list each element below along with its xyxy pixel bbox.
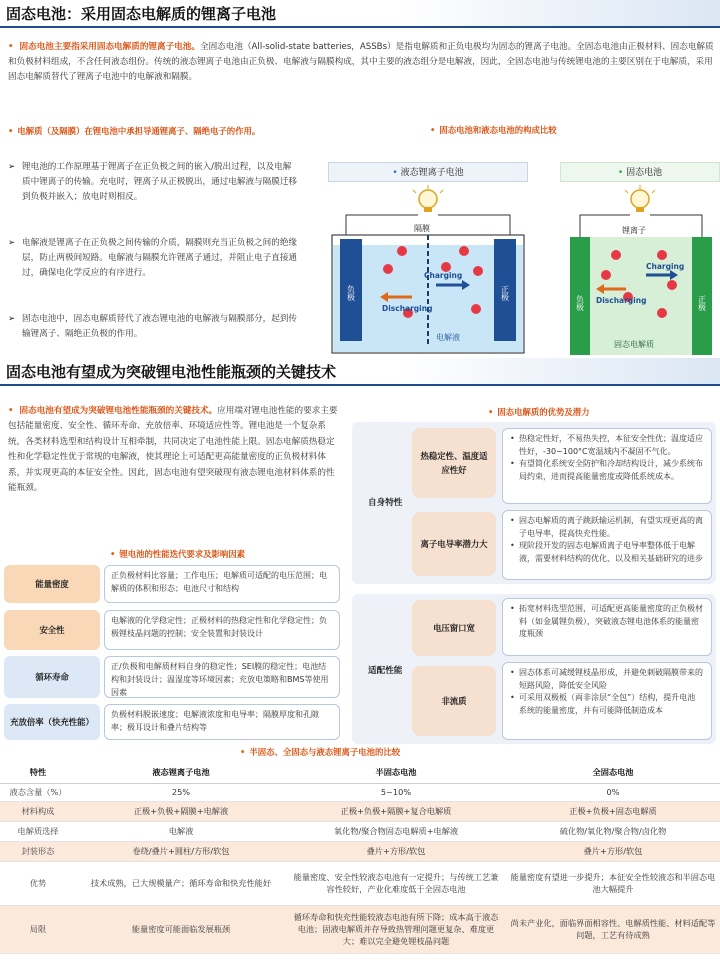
solid-battery-diagram <box>562 185 720 357</box>
table-cell: 卷绕/叠片+圆柱/方形/软包 <box>76 841 286 861</box>
table-cell: 液态含量（%） <box>0 783 76 801</box>
table-row <box>0 801 720 821</box>
table-header-cell: 半固态电池 <box>286 763 506 783</box>
table-row <box>0 841 720 861</box>
bullet-icon: • <box>430 125 436 135</box>
table-caption <box>240 746 400 758</box>
bullet-icon: • <box>8 42 14 52</box>
section1-intro <box>8 40 714 85</box>
section1-arrow-item-1: ➢ 锂电池的工作原理基于锂离子在正负极之间的嵌入/脱出过程，以及电解质中锂离子的传输。充电时，锂离子从正极脱出，通过电解液与隔膜迁移到负极并嵌入；放电时则相反。 <box>8 160 298 205</box>
positive-label: 正极 <box>500 285 510 301</box>
right-caption <box>488 406 589 418</box>
bullet-icon: • <box>8 126 14 136</box>
section2-intro-highlight: 固态电池有望成为突破锂电池性能瓶颈的关键技术。 <box>19 406 218 416</box>
table-header-cell: 液态锂离子电池 <box>76 763 286 783</box>
adv-head-conductivity: 离子电导率潜力大 <box>412 512 496 576</box>
adv-text-conductivity <box>502 510 712 580</box>
table-cell: 硫化物/氧化物/聚合物/卤化物 <box>506 821 720 841</box>
discharging-label: Discharging <box>596 296 647 305</box>
table-cell: 尚未产业化，面临界面相容性、电解质性能、材料适配等问题，工艺有待成熟 <box>506 905 720 953</box>
table-cell: 0% <box>506 783 720 801</box>
bullet-icon: • <box>488 407 494 417</box>
blue-dot-icon: • <box>392 168 401 178</box>
adv-nonfluid-item-2: • 可采用双极板（両非涂层“全包”）结构，提升电池系统的能量密度，并有可能降低制造成本 <box>519 692 703 717</box>
green-dot-icon: • <box>617 168 627 178</box>
charging-label: Charging <box>424 271 463 280</box>
solid-electrolyte-label: 固态电解质 <box>614 340 654 349</box>
bulb-icon <box>625 185 655 212</box>
negative-label: 负极 <box>346 285 356 301</box>
table-header-cell: 全固态电池 <box>506 763 720 783</box>
table-cell: 正极+负极+隔膜+复合电解质 <box>286 801 506 821</box>
section2-title: 固态电池有望成为突破锂电池性能瓶颈的关键技术 <box>0 358 720 386</box>
perf-text-cycle-life: 正/负极和电解质材料自身的稳定性；SEI膜的稳定性；电池结构和封装设计；温湿度等环境因素；充放电策略和BMS等使用因素 <box>104 656 340 698</box>
section1-subhead <box>8 124 298 139</box>
electrolyte-label: 电解液 <box>436 333 460 342</box>
adv-conductivity-item-2: • 现阶段开发的固态电解质离子电导率整体低于电解液，需要材料结构的优化、以及相关基础研究的进步 <box>519 540 703 565</box>
bullet-icon: • <box>110 549 116 559</box>
table-cell: 能量密度可能面临发展瓶颈 <box>76 905 286 953</box>
table-cell: 能量密度有望进一步提升；本征安全性较液态和半固态电池大幅提升 <box>506 861 720 905</box>
table-header-row <box>0 763 720 783</box>
liquid-battery-label-text: 液态锂离子电池 <box>400 168 464 178</box>
table-cell: 叠片+方形/软包 <box>286 841 506 861</box>
adv-head-voltage: 电压窗口宽 <box>412 600 496 656</box>
solid-battery-label-text: 固态电池 <box>626 168 663 178</box>
discharging-label: Discharging <box>382 304 433 313</box>
table-cell: 正极+负极+固态电解质 <box>506 801 720 821</box>
positive-label: 正极 <box>697 295 707 311</box>
adv-head-nonfluid: 非流质 <box>412 666 496 736</box>
left-caption-text: 锂电池的性能迭代要求及影响因素 <box>119 549 245 559</box>
negative-label: 负极 <box>575 295 585 311</box>
table-cell: 氧化物/聚合物固态电解质+电解液 <box>286 821 506 841</box>
section1-arrow-item-2: ➢ 电解液是锂离子在正负极之间传输的介质，隔膜则充当正负极之间的绝缘层，防止两极间短路。电解液与隔膜允许锂离子通过，并阻止电子直接通过，确保电化学反应的有序进行。 <box>8 236 298 281</box>
table-cell: 电解质选择 <box>0 821 76 841</box>
table-cell: 5~10% <box>286 783 506 801</box>
li-ion-label: 锂离子 <box>622 226 646 235</box>
section1-intro-highlight: 固态电池主要指采用固态电解质的锂离子电池。 <box>19 42 200 52</box>
table-header-cell: 特性 <box>0 763 76 783</box>
table-cell: 能量密度、安全性较液态电池有一定提升；与传统工艺兼容性较好，产业化难度低于全固态电池 <box>286 861 506 905</box>
adv-nonfluid-item-1: • 固态体系可减缓锂枝晶形成，并避免刺破隔膜带来的短路风险，降低安全风险 <box>519 667 703 692</box>
table-cell: 局限 <box>0 905 76 953</box>
section2-intro-text: 应用端对锂电池性能的要求主要包括能量密度、安全性、循环寿命、充放倍率、环境适应性等。锂电池是一个复杂系统，各类材料选型和结构设计互相牵制，共同决定了电池性能上限。固态电解质热稳定性和化学稳定性优于常规的电解液，使其理论上可适配更高能量密度的正负极材料体系，并实现更高的本征安全性。因此，固态电池有望突破现有液态锂电池材料体系的性能瓶颈。 <box>8 406 338 494</box>
side-label-self-properties: 自身特性 <box>368 498 403 508</box>
section2-intro <box>8 404 342 496</box>
table-row <box>0 821 720 841</box>
perf-head-rate: 充放倍率（快充性能） <box>4 704 100 740</box>
table-caption-text: 半固态、全固态与液态锂离子电池的比较 <box>249 747 401 757</box>
diagram-caption <box>430 124 670 136</box>
section1-arrow-item-3: ➢ 固态电池中，固态电解质替代了液态锂电池的电解液与隔膜部分，起到传输锂离子、隔绝正负极的作用。 <box>8 312 298 342</box>
adv-thermal-item-2: • 有望简化系统安全防护和冷却结构设计，减少系统布局约束，进而提高能量密度或降低系统成本。 <box>519 458 703 483</box>
table-cell: 优势 <box>0 861 76 905</box>
bullet-icon: • <box>8 406 14 416</box>
table-row <box>0 861 720 905</box>
left-caption <box>110 548 245 560</box>
table-cell: 电解液 <box>76 821 286 841</box>
side-label-adaptability: 适配性能 <box>368 666 403 676</box>
adv-thermal-item-1: • 热稳定性好，不易热失控，本征安全性优；温度适应性好，-30~100°C宽温域内不凝固不气化。 <box>519 433 703 458</box>
perf-head-energy-density: 能量密度 <box>4 565 100 603</box>
diagram-caption-text: 固态电池和液态电池的构成比较 <box>439 125 557 135</box>
perf-text-energy-density: 正负极材料比容量；工作电压；电解质可适配的电压范围；电解质的体积和形态；电池尺寸和结构 <box>104 565 340 603</box>
perf-text-rate: 负极材料脱嵌速度；电解液浓度和电导率；隔膜厚度和孔隙率；极耳设计和叠片结构等 <box>104 704 340 740</box>
section1-intro-text: 全固态电池（All-solid-state batteries，ASSBs）是指电解质和正负电极均为固态的锂离子电池。全固态电池由正极材料、固态电解质和负极材料组成，不含任何液态组份。传统的液态锂离子电池由正负极、电解液与隔膜构成，其中主要的液态组分是电解液，因此，全固态电池与传统锂电池的主要区别在于电解质，采用固态电解质替代了锂离子电池中的电解液和隔膜。 <box>8 42 714 82</box>
table-cell: 正极+负极+隔膜+电解液 <box>76 801 286 821</box>
adv-text-nonfluid <box>502 662 712 740</box>
perf-head-cycle-life: 循环寿命 <box>4 656 100 698</box>
perf-head-safety: 安全性 <box>4 610 100 650</box>
table-row <box>0 783 720 801</box>
comparison-table <box>0 763 720 954</box>
table-cell: 材料构成 <box>0 801 76 821</box>
adv-conductivity-item-1: • 固态电解质的离子跳跃输运机制，有望实现更高的离子电导率，提高快充性能。 <box>519 515 703 540</box>
perf-text-safety: 电解液的化学稳定性；正极材料的热稳定性和化学稳定性；负极锂枝晶问题的控制；安全装置和封装设计 <box>104 610 340 650</box>
solid-battery-label <box>560 162 720 182</box>
liquid-battery-label <box>328 162 528 182</box>
table-cell: 25% <box>76 783 286 801</box>
adv-text-thermal <box>502 428 712 504</box>
table-cell: 循环寿命和快充性能较液态电池有所下降；成本高于液态电池；固液电解质并存导致热管理问题更复杂、难度更大；难以完全避免锂枝晶问题 <box>286 905 506 953</box>
section1-subhead-text: 电解质（及隔膜）在锂电池中承担导通锂离子、隔绝电子的作用。 <box>17 126 261 136</box>
adv-text-voltage <box>502 598 712 656</box>
separator-label: 隔膜 <box>414 224 430 233</box>
bullet-icon: • <box>240 747 246 757</box>
adv-head-thermal: 热稳定性、温度适应性好 <box>412 428 496 498</box>
right-caption-text: 固态电解质的优势及潜力 <box>497 407 590 417</box>
table-cell: 技术成熟，已大规模量产；循环寿命和快充性能好 <box>76 861 286 905</box>
table-cell: 封装形态 <box>0 841 76 861</box>
section1-title: 固态电池：采用固态电解质的锂离子电池 <box>0 0 720 28</box>
adv-voltage-item-1: • 拓宽材料选型范围，可适配更高能量密度的正负极材料（如金属锂负极），突破液态锂电池体系的能量密度瓶颈 <box>519 603 703 641</box>
bulb-icon <box>413 185 443 212</box>
charging-label: Charging <box>646 262 685 271</box>
table-row <box>0 905 720 953</box>
liquid-battery-diagram <box>328 185 528 357</box>
table-cell: 叠片+方形/软包 <box>506 841 720 861</box>
